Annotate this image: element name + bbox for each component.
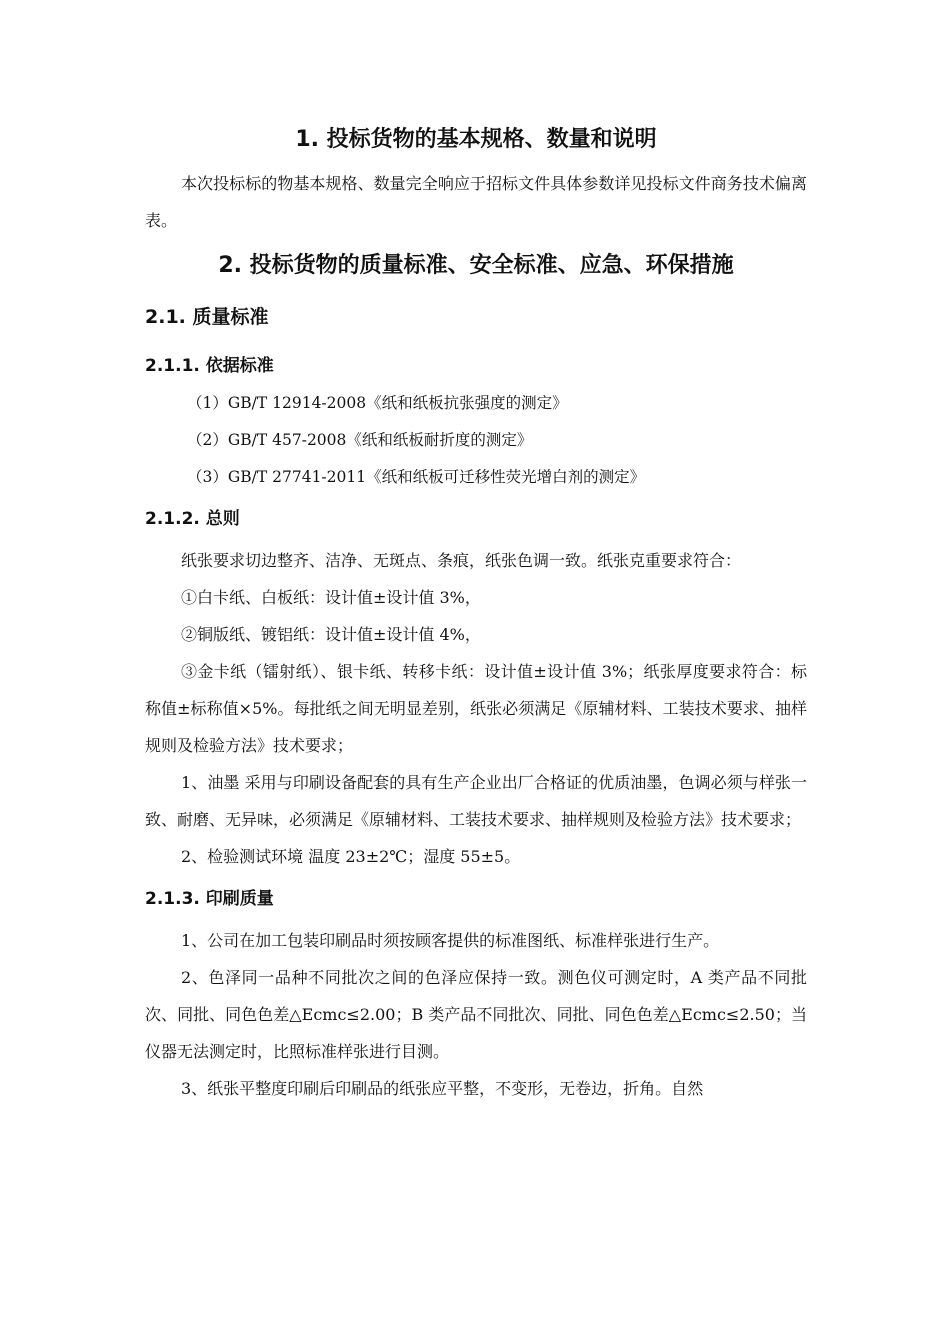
standard-item: （3）GB/T 27741-2011《纸和纸板可迁移性荧光增白剂的测定》: [187, 468, 646, 486]
general-paragraph: ③金卡纸（镭射纸）、银卡纸、转移卡纸：设计值±设计值 3%；纸张厚度要求符合：标称值±标称值×5%。每批纸之间无明显差别，纸张必须满足《原辅材料、工装技术要求、抽样规则及检验方法》技术要求；: [145, 662, 807, 755]
section-2-1-heading: 2.1. 质量标准: [145, 306, 269, 328]
general-paragraph: 1、油墨 采用与印刷设备配套的具有生产企业出厂合格证的优质油墨，色调必须与样张一致、耐磨、无异味，必须满足《原辅材料、工装技术要求、抽样规则及检验方法》技术要求；: [145, 773, 807, 829]
section-2-1-2-heading: 2.1.2. 总则: [145, 509, 240, 529]
general-paragraph: 纸张要求切边整齐、洁净、无斑点、条痕，纸张色调一致。纸张克重要求符合：: [181, 551, 742, 570]
print-quality-paragraph: 1、公司在加工包装印刷品时须按顾客提供的标准图纸、标准样张进行生产。: [181, 931, 720, 950]
print-quality-paragraph: 2、色泽同一品种不同批次之间的色泽应保持一致。测色仪可测定时，A 类产品不同批次、同批、同色色差△Ecmc≤2.00；B 类产品不同批次、同批、同色色差△Ecmc≤2.50；当仪器无法测定时，比照标准样张进行目测。: [145, 968, 807, 1061]
section-2-heading: 2. 投标货物的质量标准、安全标准、应急、环保措施: [218, 253, 734, 278]
section-1-paragraph: 本次投标标的物基本规格、数量完全响应于招标文件具体参数详见投标文件商务技术偏离表。: [145, 174, 807, 230]
section-2-1-3-heading: 2.1.3. 印刷质量: [145, 889, 274, 909]
general-paragraph: 2、检验测试环境 温度 23±2℃；湿度 55±5。: [181, 847, 521, 866]
document-content: [145, 122, 807, 1107]
print-quality-paragraph: 3、纸张平整度印刷后印刷品的纸张应平整，不变形，无卷边，折角。自然: [181, 1079, 704, 1098]
section-2-1-1-heading: 2.1.1. 依据标准: [145, 356, 274, 376]
standard-item: （1）GB/T 12914-2008《纸和纸板抗张强度的测定》: [187, 394, 568, 412]
standard-item: （2）GB/T 457-2008《纸和纸板耐折度的测定》: [187, 431, 533, 449]
general-paragraph: ②铜版纸、镀铝纸：设计值±设计值 4%，: [181, 625, 481, 644]
section-1-heading: 1. 投标货物的基本规格、数量和说明: [295, 127, 657, 152]
general-paragraph: ①白卡纸、白板纸：设计值±设计值 3%，: [181, 588, 481, 607]
